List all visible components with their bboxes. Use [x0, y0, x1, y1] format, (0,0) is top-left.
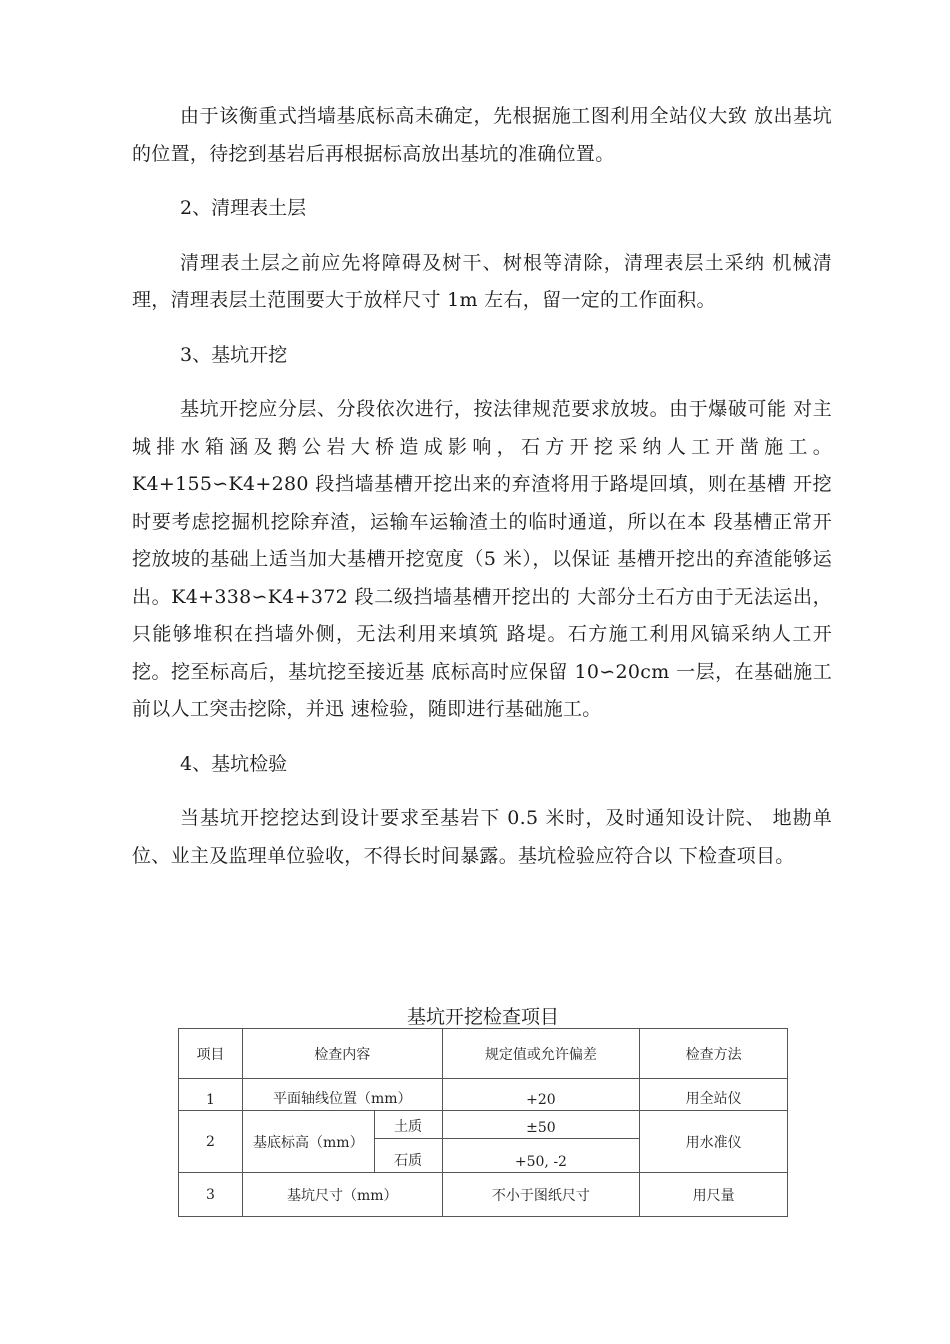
header-content: 检查内容 — [242, 1029, 442, 1079]
heading-pit-excavation: 3、基坑开挖 — [180, 343, 288, 366]
table-header-row — [179, 1029, 788, 1079]
header-tolerance: 规定值或允许偏差 — [442, 1029, 640, 1079]
row2-item: 基底标高（mm） — [242, 1111, 374, 1173]
table-row — [179, 1173, 788, 1217]
heading-pit-inspection: 4、基坑检验 — [180, 752, 288, 775]
inspection-table — [178, 1028, 788, 1217]
paragraph-clear-topsoil: 清理表土层之前应先将障碍及树干、树根等清除，清理表层土采纳 机械清理，清理表层土范围要大于放样尺寸 1m 左右，留一定的工作面积。 — [132, 251, 832, 311]
row1-value: +20 — [442, 1079, 640, 1111]
paragraph-stakeout: 由于该衡重式挡墙基底标高未确定，先根据施工图利用全站仪大致 放出基坑的位置，待挖到基岩后再根据标高放出基坑的准确位置。 — [132, 105, 832, 165]
row3-method: 用尺量 — [640, 1173, 788, 1217]
heading-clear-topsoil: 2、清理表土层 — [180, 197, 307, 219]
row2-no: 2 — [179, 1111, 243, 1173]
table-title: 基坑开挖检查项目 — [406, 1006, 559, 1028]
row2-value-soil: ±50 — [442, 1111, 640, 1139]
row1-item: 平面轴线位置（mm） — [242, 1079, 442, 1111]
header-item-no: 项目 — [179, 1029, 243, 1079]
row1-method: 用全站仪 — [640, 1079, 788, 1111]
paragraph-pit-inspection: 当基坑开挖挖达到设计要求至基岩下 0.5 米时，及时通知设计院、 地勘单位、业主及监理单位验收，不得长时间暴露。基坑检验应符合以 下检查项目。 — [132, 807, 832, 867]
table-row — [179, 1111, 788, 1139]
body-text — [132, 98, 832, 892]
header-method: 检查方法 — [640, 1029, 788, 1079]
row2-sub-rock: 石质 — [374, 1139, 442, 1173]
row3-value: 不小于图纸尺寸 — [442, 1173, 640, 1217]
row2-sub-soil: 土质 — [374, 1111, 442, 1139]
row2-value-rock: +50, -2 — [442, 1139, 640, 1173]
table-row — [179, 1079, 788, 1111]
row1-no: 1 — [179, 1079, 243, 1111]
row2-method: 用水准仪 — [640, 1111, 788, 1173]
paragraph-pit-excavation: 基坑开挖应分层、分段依次进行，按法律规范要求放坡。由于爆破可能 对主城排水箱涵及鹅公岩大桥造成影响，石方开挖采纳人工开凿施工。K4+155∽K4+280 段挡墙基槽开挖出来的弃渣将用于路堤回填，则在基槽 开挖时要考虑挖掘机挖除弃渣，运输车运输渣土的临时通道，所以在本 段基槽正常开挖放坡的基础上适当加大基槽开挖宽度（5 米），以保证 基槽开挖出的弃渣能够运出。K4+338∽K4+372 段二级挡墙基槽开挖出的 大部分土石方由于无法运出，只能够堆积在挡墙外侧，无法利用来填筑 路堤。石方施工利用风镐采纳人工开挖。挖至标高后，基坑挖至接近基 底标高时应保留 10∽20cm 一层，在基础施工前以人工突击挖除，并迅 速检验，随即进行基础施工。 — [132, 398, 832, 720]
row3-item: 基坑尺寸（mm） — [242, 1173, 442, 1217]
row3-no: 3 — [179, 1173, 243, 1217]
